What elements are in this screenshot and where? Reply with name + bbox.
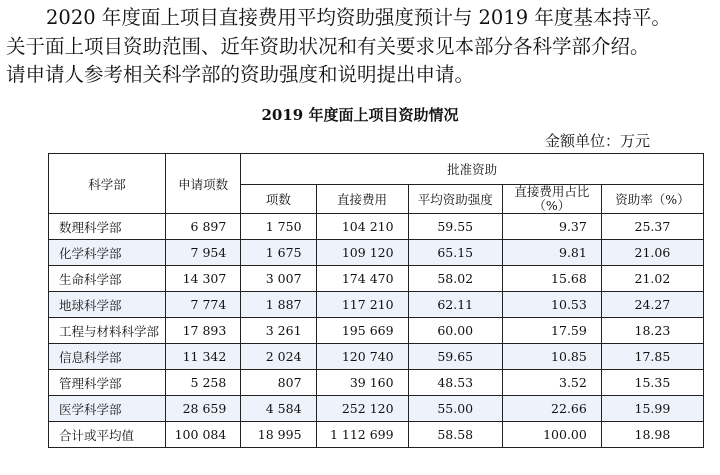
table-row [49,318,704,344]
cell-items: 807 [241,370,316,396]
cell-dept: 工程与材料科学部 [49,318,166,344]
funding-table [48,153,704,448]
cell-dept: 合计或平均值 [49,422,166,448]
cell-direct-cost: 195 669 [316,318,408,344]
cell-funding-rate: 24.27 [601,292,703,318]
table-row [49,214,704,240]
table-row [49,344,704,370]
cell-funding-rate: 25.37 [601,214,703,240]
cell-avg-intensity: 65.15 [408,240,502,266]
header-direct-ratio: 直接费用占比（%） [502,185,601,214]
amount-unit-note: 金额单位：万元 [544,132,650,150]
cell-avg-intensity: 58.02 [408,266,502,292]
cell-direct-ratio: 3.52 [502,370,601,396]
header-direct-cost: 直接费用 [316,185,408,214]
cell-dept: 医学科学部 [49,396,166,422]
cell-applications: 100 084 [166,422,241,448]
cell-direct-ratio: 22.66 [502,396,601,422]
table-row [49,292,704,318]
cell-direct-cost: 109 120 [316,240,408,266]
cell-dept: 信息科学部 [49,344,166,370]
table-body [49,214,704,448]
intro-line-1: 2020 年度面上项目直接费用平均资助强度预计与 2019 年度基本持平。 [46,6,671,29]
intro-paragraph [6,4,718,90]
cell-applications: 7 954 [166,240,241,266]
cell-applications: 11 342 [166,344,241,370]
cell-applications: 14 307 [166,266,241,292]
table-title: 2019 年度面上项目资助情况 [261,106,459,124]
cell-items: 18 995 [241,422,316,448]
cell-items: 1 887 [241,292,316,318]
cell-items: 4 584 [241,396,316,422]
table-row [49,266,704,292]
total-row [49,422,704,448]
cell-direct-cost: 252 120 [316,396,408,422]
table-row [49,240,704,266]
cell-avg-intensity: 48.53 [408,370,502,396]
cell-dept: 地球科学部 [49,292,166,318]
cell-direct-cost: 174 470 [316,266,408,292]
cell-funding-rate: 21.06 [601,240,703,266]
header-approved-group: 批准资助 [241,154,704,185]
cell-dept: 管理科学部 [49,370,166,396]
header-items: 项数 [241,185,316,214]
cell-direct-ratio: 17.59 [502,318,601,344]
header-avg-intensity: 平均资助强度 [408,185,502,214]
cell-direct-cost: 120 740 [316,344,408,370]
cell-direct-ratio: 9.37 [502,214,601,240]
cell-applications: 7 774 [166,292,241,318]
cell-avg-intensity: 58.58 [408,422,502,448]
cell-dept: 数理科学部 [49,214,166,240]
cell-avg-intensity: 59.65 [408,344,502,370]
cell-items: 1 675 [241,240,316,266]
cell-avg-intensity: 55.00 [408,396,502,422]
cell-applications: 6 897 [166,214,241,240]
cell-funding-rate: 18.23 [601,318,703,344]
cell-direct-cost: 39 160 [316,370,408,396]
cell-items: 3 007 [241,266,316,292]
cell-funding-rate: 15.99 [601,396,703,422]
cell-direct-ratio: 10.53 [502,292,601,318]
cell-direct-cost: 117 210 [316,292,408,318]
cell-applications: 28 659 [166,396,241,422]
header-applications: 申请项数 [166,154,241,214]
cell-dept: 生命科学部 [49,266,166,292]
header-dept: 科学部 [49,154,166,214]
header-funding-rate: 资助率（%） [601,185,703,214]
cell-items: 3 261 [241,318,316,344]
cell-funding-rate: 21.02 [601,266,703,292]
cell-direct-cost: 104 210 [316,214,408,240]
cell-funding-rate: 18.98 [601,422,703,448]
cell-funding-rate: 15.35 [601,370,703,396]
table-row [49,396,704,422]
intro-line-2: 关于面上项目资助范围、近年资助状况和有关要求见本部分各科学部介绍。 [6,34,650,58]
cell-direct-cost: 1 112 699 [316,422,408,448]
cell-applications: 5 258 [166,370,241,396]
cell-items: 2 024 [241,344,316,370]
cell-direct-ratio: 10.85 [502,344,601,370]
cell-applications: 17 893 [166,318,241,344]
cell-items: 1 750 [241,214,316,240]
cell-direct-ratio: 15.68 [502,266,601,292]
cell-direct-ratio: 100.00 [502,422,601,448]
cell-avg-intensity: 59.55 [408,214,502,240]
table-row [49,370,704,396]
cell-direct-ratio: 9.81 [502,240,601,266]
cell-dept: 化学科学部 [49,240,166,266]
cell-funding-rate: 17.85 [601,344,703,370]
cell-avg-intensity: 62.11 [408,292,502,318]
cell-avg-intensity: 60.00 [408,318,502,344]
intro-line-3: 请申请人参考相关科学部的资助强度和说明提出申请。 [6,63,475,86]
